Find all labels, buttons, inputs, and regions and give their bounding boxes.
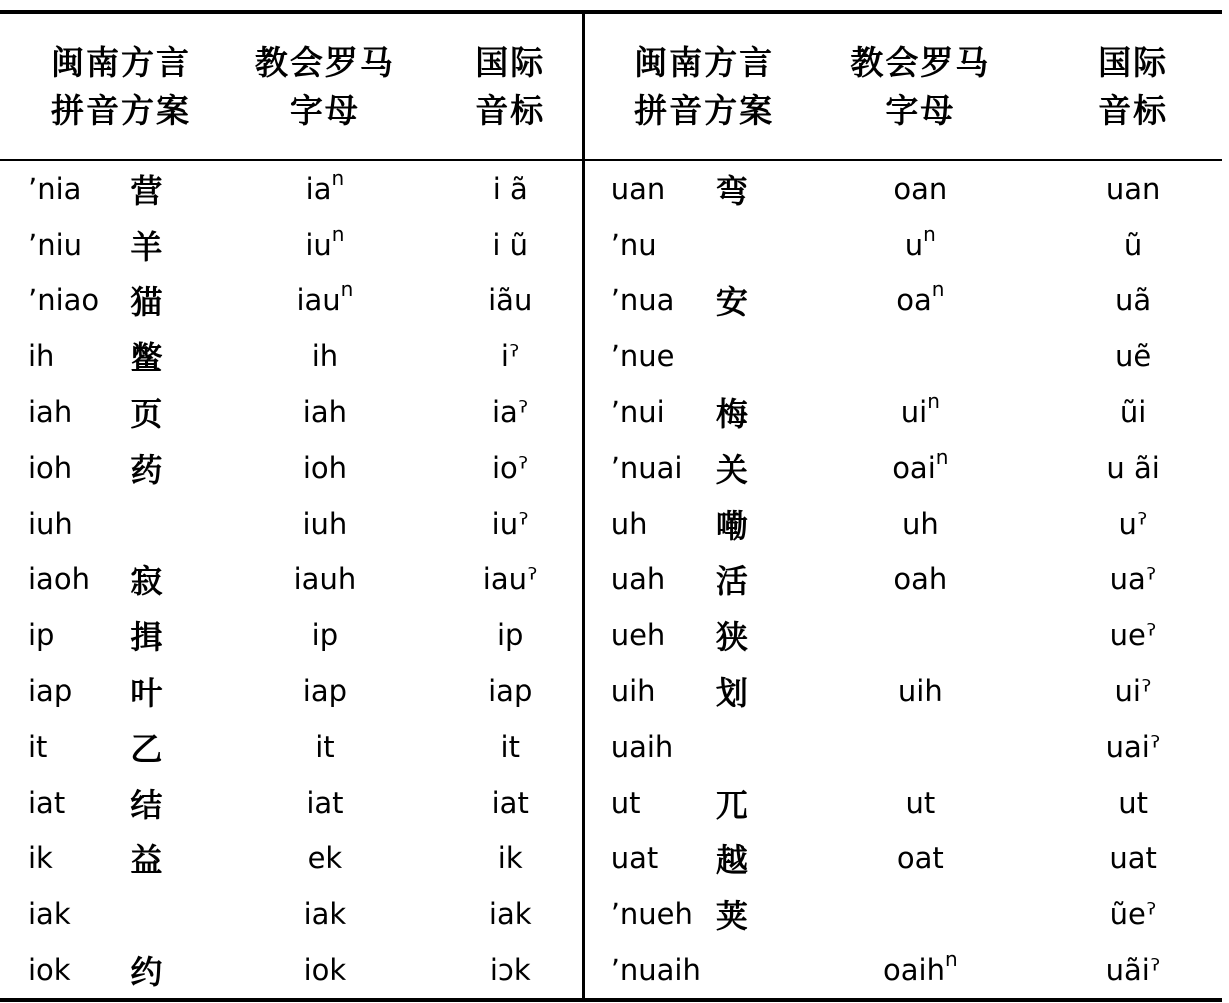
- cell-text: ik: [28, 841, 53, 876]
- right-ipa-cell: [1044, 719, 1222, 775]
- left-ipa-cell: [439, 775, 583, 831]
- left-example-char-cell: [124, 217, 211, 273]
- cell-text: it: [315, 729, 335, 764]
- cell-text: ũeˀ: [1109, 897, 1157, 932]
- cell-text: uˀ: [1118, 506, 1148, 541]
- cell-text: uan: [1105, 171, 1161, 206]
- cell-text: ioh: [302, 450, 347, 485]
- right-ipa-cell: [1044, 440, 1222, 496]
- left-example-char-cell: [124, 552, 211, 608]
- right-roman-cell: [796, 607, 1044, 663]
- right-pinyin-cell: [583, 831, 710, 887]
- cell-text: ’nueh: [610, 897, 693, 932]
- left-example-char-cell: [124, 663, 211, 719]
- left-pinyin-cell: [0, 831, 124, 887]
- right-pinyin-cell: [583, 775, 710, 831]
- cell-text: oaih: [883, 953, 945, 988]
- right-pinyin-cell: [583, 552, 710, 608]
- header-text: 字母: [289, 90, 360, 130]
- table-row: [0, 496, 1222, 552]
- left-pinyin-cell: [0, 886, 124, 942]
- cell-text: iuh: [302, 506, 348, 541]
- right-pinyin-cell: [583, 328, 710, 384]
- left-ipa-cell: [439, 160, 583, 217]
- right-example-char-cell: [710, 663, 797, 719]
- right-ipa-cell: [1044, 886, 1222, 942]
- left-example-char-cell: [124, 607, 211, 663]
- header-left-ipa: [439, 12, 583, 160]
- header-text: 闽南方言: [634, 42, 775, 82]
- left-roman-cell: [211, 552, 439, 608]
- table-row: [0, 719, 1222, 775]
- left-roman-cell: [211, 775, 439, 831]
- cell-text: 划: [715, 674, 748, 713]
- left-roman-cell: [211, 328, 439, 384]
- cell-text: iah: [302, 395, 348, 430]
- left-ipa-cell: [439, 942, 583, 1000]
- right-roman-cell: [796, 440, 1044, 496]
- left-pinyin-cell: [0, 273, 124, 329]
- cell-text: 约: [130, 953, 163, 992]
- cell-text: 页: [130, 395, 163, 434]
- right-roman-cell: [796, 217, 1044, 273]
- cell-text: iɔk: [489, 953, 531, 988]
- right-pinyin-cell: [583, 217, 710, 273]
- cell-text: ũ: [1123, 227, 1143, 262]
- cell-text: ’nui: [610, 395, 665, 430]
- cell-text: iap: [302, 674, 348, 709]
- table-row: [0, 328, 1222, 384]
- left-roman-cell: [211, 663, 439, 719]
- right-roman-cell: [796, 719, 1044, 775]
- header-text: 音标: [475, 90, 546, 130]
- header-text: 闽南方言: [51, 42, 192, 82]
- cell-text: oa: [896, 283, 932, 318]
- right-pinyin-cell: [583, 719, 710, 775]
- cell-text: ip: [28, 618, 55, 653]
- left-example-char-cell: [124, 831, 211, 887]
- right-example-char-cell: [710, 886, 797, 942]
- left-ipa-cell: [439, 384, 583, 440]
- nasal-superscript: n: [923, 221, 936, 246]
- cell-text: 寂: [130, 562, 163, 601]
- left-pinyin-cell: [0, 719, 124, 775]
- cell-text: 越: [715, 841, 748, 880]
- cell-text: i ũ: [492, 227, 529, 262]
- left-roman-cell: [211, 440, 439, 496]
- cell-text: iˀ: [500, 339, 520, 374]
- nasal-superscript: n: [931, 277, 945, 302]
- left-ipa-cell: [439, 831, 583, 887]
- left-example-char-cell: [124, 775, 211, 831]
- cell-text: uih: [610, 674, 656, 709]
- table-row: [0, 552, 1222, 608]
- cell-text: 关: [715, 450, 748, 489]
- cell-text: ek: [307, 841, 343, 876]
- left-ipa-cell: [439, 328, 583, 384]
- cell-text: ip: [311, 618, 339, 653]
- cell-text: ’nuai: [610, 450, 683, 485]
- cell-text: 结: [130, 785, 163, 824]
- cell-text: iok: [28, 953, 71, 988]
- cell-text: 活: [715, 562, 748, 601]
- cell-text: 安: [715, 283, 748, 322]
- right-pinyin-cell: [583, 440, 710, 496]
- left-pinyin-cell: [0, 552, 124, 608]
- right-ipa-cell: [1044, 831, 1222, 887]
- header-right-pinyin: [583, 12, 796, 160]
- cell-text: u ãi: [1106, 450, 1160, 485]
- right-roman-cell: [796, 496, 1044, 552]
- left-roman-cell: [211, 607, 439, 663]
- cell-text: iauh: [293, 562, 357, 597]
- header-text: 字母: [885, 90, 956, 130]
- cell-text: iau: [296, 283, 341, 318]
- table-row: [0, 886, 1222, 942]
- left-ipa-cell: [439, 440, 583, 496]
- right-ipa-cell: [1044, 775, 1222, 831]
- left-roman-cell: [211, 217, 439, 273]
- left-roman-cell: [211, 886, 439, 942]
- right-pinyin-cell: [583, 886, 710, 942]
- cell-text: 梅: [715, 395, 748, 434]
- left-pinyin-cell: [0, 217, 124, 273]
- cell-text: ik: [497, 841, 523, 876]
- cell-text: ut: [1118, 785, 1148, 820]
- cell-text: 乙: [130, 729, 163, 768]
- table-row: [0, 440, 1222, 496]
- cell-text: iok: [303, 953, 347, 988]
- left-example-char-cell: [124, 273, 211, 329]
- cell-text: uiˀ: [1114, 674, 1152, 709]
- cell-text: 嘞: [715, 506, 748, 545]
- cell-text: iap: [28, 674, 73, 709]
- cell-text: iak: [303, 897, 347, 932]
- cell-text: uaˀ: [1109, 562, 1157, 597]
- right-roman-cell: [796, 663, 1044, 719]
- left-example-char-cell: [124, 496, 211, 552]
- cell-text: 营: [130, 171, 163, 210]
- cell-text: 药: [130, 450, 163, 489]
- right-pinyin-cell: [583, 384, 710, 440]
- cell-text: ’nue: [610, 339, 675, 374]
- cell-text: ip: [497, 618, 524, 653]
- cell-text: u: [904, 227, 924, 262]
- cell-text: 益: [130, 841, 163, 880]
- nasal-superscript: n: [927, 389, 940, 414]
- cell-text: iu: [305, 227, 332, 262]
- nasal-superscript: n: [944, 947, 958, 972]
- cell-text: uat: [610, 841, 659, 876]
- table-row: [0, 273, 1222, 329]
- header-right-roman: [796, 12, 1044, 160]
- cell-text: 兀: [715, 785, 748, 824]
- cell-text: 猫: [130, 283, 163, 322]
- nasal-superscript: n: [935, 444, 949, 469]
- header-right-ipa: [1044, 12, 1222, 160]
- cell-text: ut: [905, 785, 936, 820]
- cell-text: oai: [892, 450, 936, 485]
- header-left-pinyin: [0, 12, 211, 160]
- right-ipa-cell: [1044, 217, 1222, 273]
- cell-text: oah: [893, 562, 948, 597]
- cell-text: iaˀ: [491, 395, 529, 430]
- left-roman-cell: [211, 384, 439, 440]
- pinyin-comparison-table: [0, 10, 1222, 1002]
- left-roman-cell: [211, 831, 439, 887]
- right-roman-cell: [796, 886, 1044, 942]
- cell-text: iak: [488, 897, 532, 932]
- right-example-char-cell: [710, 831, 797, 887]
- right-example-char-cell: [710, 160, 797, 217]
- right-ipa-cell: [1044, 496, 1222, 552]
- right-example-char-cell: [710, 440, 797, 496]
- cell-text: uat: [1109, 841, 1157, 876]
- table-row: [0, 775, 1222, 831]
- nasal-superscript: n: [340, 277, 354, 302]
- right-example-char-cell: [710, 217, 797, 273]
- left-example-char-cell: [124, 886, 211, 942]
- cell-text: iauˀ: [482, 562, 538, 597]
- right-ipa-cell: [1044, 160, 1222, 217]
- cell-text: oat: [896, 841, 944, 876]
- right-example-char-cell: [710, 328, 797, 384]
- nasal-superscript: n: [331, 165, 345, 190]
- right-pinyin-cell: [583, 663, 710, 719]
- cell-text: uaih: [610, 729, 674, 764]
- right-example-char-cell: [710, 496, 797, 552]
- left-pinyin-cell: [0, 942, 124, 1000]
- table-row: [0, 217, 1222, 273]
- cell-text: iat: [491, 785, 529, 820]
- left-example-char-cell: [124, 160, 211, 217]
- left-pinyin-cell: [0, 160, 124, 217]
- cell-text: ũi: [1119, 395, 1147, 430]
- cell-text: ih: [28, 339, 55, 374]
- right-ipa-cell: [1044, 273, 1222, 329]
- left-ipa-cell: [439, 273, 583, 329]
- cell-text: uih: [897, 674, 943, 709]
- cell-text: ’nuaih: [610, 953, 701, 988]
- cell-text: ’nu: [610, 227, 657, 262]
- cell-text: ui: [900, 395, 928, 430]
- cell-text: iaoh: [28, 562, 90, 597]
- right-roman-cell: [796, 273, 1044, 329]
- right-roman-cell: [796, 160, 1044, 217]
- table-body: [0, 160, 1222, 1000]
- cell-text: oan: [893, 171, 948, 206]
- right-example-char-cell: [710, 384, 797, 440]
- table-row: [0, 942, 1222, 1000]
- left-pinyin-cell: [0, 663, 124, 719]
- right-pinyin-cell: [583, 607, 710, 663]
- left-roman-cell: [211, 273, 439, 329]
- cell-text: 荚: [715, 897, 748, 936]
- right-pinyin-cell: [583, 496, 710, 552]
- left-pinyin-cell: [0, 440, 124, 496]
- right-ipa-cell: [1044, 607, 1222, 663]
- right-roman-cell: [796, 384, 1044, 440]
- cell-text: uh: [610, 506, 648, 541]
- right-roman-cell: [796, 552, 1044, 608]
- cell-text: iat: [306, 785, 344, 820]
- right-pinyin-cell: [583, 160, 710, 217]
- cell-text: uã: [1115, 283, 1152, 318]
- left-example-char-cell: [124, 328, 211, 384]
- cell-text: 羊: [130, 227, 163, 266]
- cell-text: iap: [488, 674, 533, 709]
- left-example-char-cell: [124, 440, 211, 496]
- cell-text: i ã: [492, 171, 528, 206]
- header-left-roman: [211, 12, 439, 160]
- cell-text: iãu: [488, 283, 533, 318]
- left-pinyin-cell: [0, 328, 124, 384]
- cell-text: uan: [610, 171, 666, 206]
- left-pinyin-cell: [0, 384, 124, 440]
- cell-text: ’nua: [610, 283, 675, 318]
- left-ipa-cell: [439, 552, 583, 608]
- table-row: [0, 831, 1222, 887]
- header-text: 国际: [1098, 42, 1169, 82]
- header-text: 教会罗马: [850, 42, 991, 82]
- cell-text: ioˀ: [491, 450, 529, 485]
- cell-text: uẽ: [1114, 339, 1152, 374]
- cell-text: ih: [311, 339, 339, 374]
- left-roman-cell: [211, 719, 439, 775]
- left-ipa-cell: [439, 886, 583, 942]
- left-pinyin-cell: [0, 496, 124, 552]
- right-ipa-cell: [1044, 328, 1222, 384]
- cell-text: uah: [610, 562, 666, 597]
- cell-text: uaiˀ: [1105, 729, 1161, 764]
- right-roman-cell: [796, 328, 1044, 384]
- cell-text: ueˀ: [1109, 618, 1157, 653]
- cell-text: 揖: [130, 618, 163, 657]
- left-ipa-cell: [439, 719, 583, 775]
- right-pinyin-cell: [583, 273, 710, 329]
- cell-text: iuˀ: [491, 506, 529, 541]
- cell-text: ioh: [28, 450, 73, 485]
- cell-text: ia: [305, 171, 332, 206]
- table-row: [0, 384, 1222, 440]
- header-text: 拼音方案: [634, 90, 775, 130]
- nasal-superscript: n: [331, 221, 345, 246]
- right-example-char-cell: [710, 552, 797, 608]
- table-row: [0, 607, 1222, 663]
- right-roman-cell: [796, 831, 1044, 887]
- table-header-row: [0, 12, 1222, 160]
- cell-text: it: [500, 729, 520, 764]
- cell-text: 弯: [715, 171, 748, 210]
- right-example-char-cell: [710, 273, 797, 329]
- cell-text: iah: [28, 395, 73, 430]
- right-roman-cell: [796, 942, 1044, 1000]
- right-example-char-cell: [710, 607, 797, 663]
- header-text: 国际: [475, 42, 546, 82]
- cell-text: ut: [610, 785, 641, 820]
- cell-text: uãiˀ: [1105, 953, 1161, 988]
- left-ipa-cell: [439, 217, 583, 273]
- left-example-char-cell: [124, 719, 211, 775]
- cell-text: 狭: [715, 618, 748, 657]
- cell-text: it: [28, 729, 48, 764]
- left-pinyin-cell: [0, 607, 124, 663]
- table-row: [0, 160, 1222, 217]
- cell-text: iuh: [28, 506, 73, 541]
- right-example-char-cell: [710, 775, 797, 831]
- cell-text: iat: [28, 785, 66, 820]
- table-row: [0, 663, 1222, 719]
- left-pinyin-cell: [0, 775, 124, 831]
- header-text: 拼音方案: [51, 90, 192, 130]
- header-text: 教会罗马: [254, 42, 395, 82]
- right-roman-cell: [796, 775, 1044, 831]
- left-ipa-cell: [439, 496, 583, 552]
- cell-text: ’niao: [28, 283, 100, 318]
- left-roman-cell: [211, 496, 439, 552]
- right-example-char-cell: [710, 942, 797, 1000]
- cell-text: ’niu: [28, 227, 83, 262]
- left-example-char-cell: [124, 384, 211, 440]
- cell-text: uh: [901, 506, 939, 541]
- right-ipa-cell: [1044, 942, 1222, 1000]
- cell-text: 叶: [130, 674, 163, 713]
- right-pinyin-cell: [583, 942, 710, 1000]
- right-ipa-cell: [1044, 663, 1222, 719]
- left-roman-cell: [211, 942, 439, 1000]
- right-ipa-cell: [1044, 552, 1222, 608]
- right-ipa-cell: [1044, 384, 1222, 440]
- left-ipa-cell: [439, 607, 583, 663]
- cell-text: 鳖: [130, 339, 163, 378]
- left-roman-cell: [211, 160, 439, 217]
- cell-text: ’nia: [28, 171, 82, 206]
- cell-text: iak: [28, 897, 71, 932]
- left-ipa-cell: [439, 663, 583, 719]
- left-example-char-cell: [124, 942, 211, 1000]
- cell-text: ueh: [610, 618, 666, 653]
- right-example-char-cell: [710, 719, 797, 775]
- header-text: 音标: [1098, 90, 1169, 130]
